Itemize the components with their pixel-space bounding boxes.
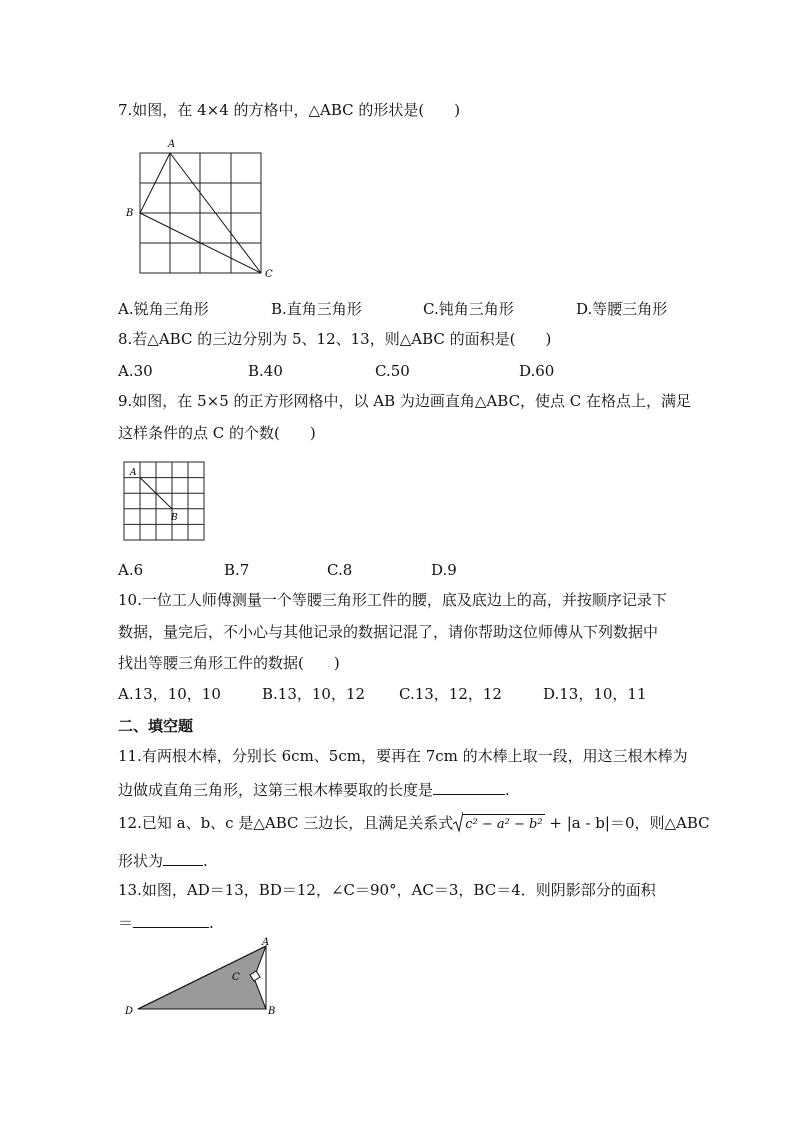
q9-grid-figure <box>118 458 214 546</box>
q11-line2 <box>118 778 510 800</box>
q10-option-c[interactable]: C.13，12，12 <box>399 685 502 703</box>
q7-label-b: B <box>126 208 134 219</box>
q9-stem-line1: 9.如图，在 5×5 的正方形网格中，以 AB 为边画直角△ABC，使点 C 在格点上，满足 <box>118 392 692 410</box>
q12-answer-blank[interactable] <box>163 849 203 866</box>
q10-stem-line3: 找出等腰三角形工件的数据( ) <box>118 654 340 672</box>
q9-option-d[interactable]: D.9 <box>431 561 457 579</box>
q11-line2-text: 边做成直角三角形，这第三根木棒要取的长度是 <box>118 781 434 799</box>
q7-option-d[interactable]: D.等腰三角形 <box>576 300 668 318</box>
q12-line2 <box>118 849 208 871</box>
q10-option-b[interactable]: B.13，10，12 <box>262 685 366 703</box>
q13-label-c: C <box>232 972 240 983</box>
q12-part1: 12.已知 a、b、c 是△ABC 三边长，且满足关系式 <box>118 814 454 832</box>
q11-answer-blank[interactable] <box>433 778 505 795</box>
radical-sign-icon <box>453 811 463 833</box>
q13-line2-end: . <box>209 914 214 932</box>
q7-option-b[interactable]: B.直角三角形 <box>271 300 362 318</box>
q10-stem-line1: 10.一位工人师傅测量一个等腰三角形工件的腰，底及底边上的高，并按顺序记录下 <box>118 591 667 609</box>
q9-label-a: A <box>130 468 137 478</box>
q13-line1: 13.如图，AD＝13，BD＝12，∠C＝90°，AC＝3，BC＝4．则阴影部分的面积 <box>118 881 656 899</box>
q13-label-a: A <box>262 937 270 948</box>
q12-sqrt-expression <box>453 813 544 835</box>
q7-option-a[interactable]: A.锐角三角形 <box>118 300 209 318</box>
q8-option-a[interactable]: A.30 <box>118 362 153 380</box>
q13-label-b: B <box>268 1006 276 1017</box>
q8-option-c[interactable]: C.50 <box>375 362 410 380</box>
q7-option-c[interactable]: C.钝角三角形 <box>423 300 514 318</box>
q12-line1 <box>118 813 710 835</box>
q12-line2-end: . <box>203 852 208 870</box>
q13-answer-blank[interactable] <box>133 911 209 928</box>
q7-stem: 7.如图，在 4×4 的方格中，△ABC 的形状是( ) <box>118 101 461 119</box>
q12-line2-text: 形状为 <box>118 852 164 870</box>
q8-option-b[interactable]: B.40 <box>248 362 283 380</box>
q9-stem-line2: 这样条件的点 C 的个数( ) <box>118 424 316 442</box>
q9-option-a[interactable]: A.6 <box>118 561 144 579</box>
q12-part2: + |a - b|＝0，则△ABC <box>549 814 710 832</box>
q12-radicand: c² − a² − b² <box>463 814 544 835</box>
q13-line2-text: ＝ <box>118 914 134 932</box>
q11-line1: 11.有两根木棒，分别长 6cm、5cm，要再在 7cm 的木棒上取一段，用这三根木棒为 <box>118 747 688 765</box>
q9-option-b[interactable]: B.7 <box>224 561 250 579</box>
q7-label-a: A <box>168 139 176 150</box>
q7-grid-figure <box>118 134 278 282</box>
q13-line2 <box>118 911 214 933</box>
q13-label-d: D <box>125 1006 134 1017</box>
q7-label-c: C <box>265 269 273 280</box>
q9-label-b: B <box>171 513 178 523</box>
section-heading: 二、填空题 <box>118 717 194 735</box>
q13-shaded-triangle-figure <box>118 936 288 1020</box>
q10-option-d[interactable]: D.13，10，11 <box>543 685 647 703</box>
q11-line2-end: . <box>505 781 510 799</box>
q8-option-d[interactable]: D.60 <box>519 362 555 380</box>
q10-option-a[interactable]: A.13，10，10 <box>118 685 221 703</box>
q9-option-c[interactable]: C.8 <box>327 561 353 579</box>
q10-stem-line2: 数据，量完后，不小心与其他记录的数据记混了，请你帮助这位师傅从下列数据中 <box>118 623 659 641</box>
q8-stem: 8.若△ABC 的三边分别为 5、12、13，则△ABC 的面积是( ) <box>118 330 552 348</box>
